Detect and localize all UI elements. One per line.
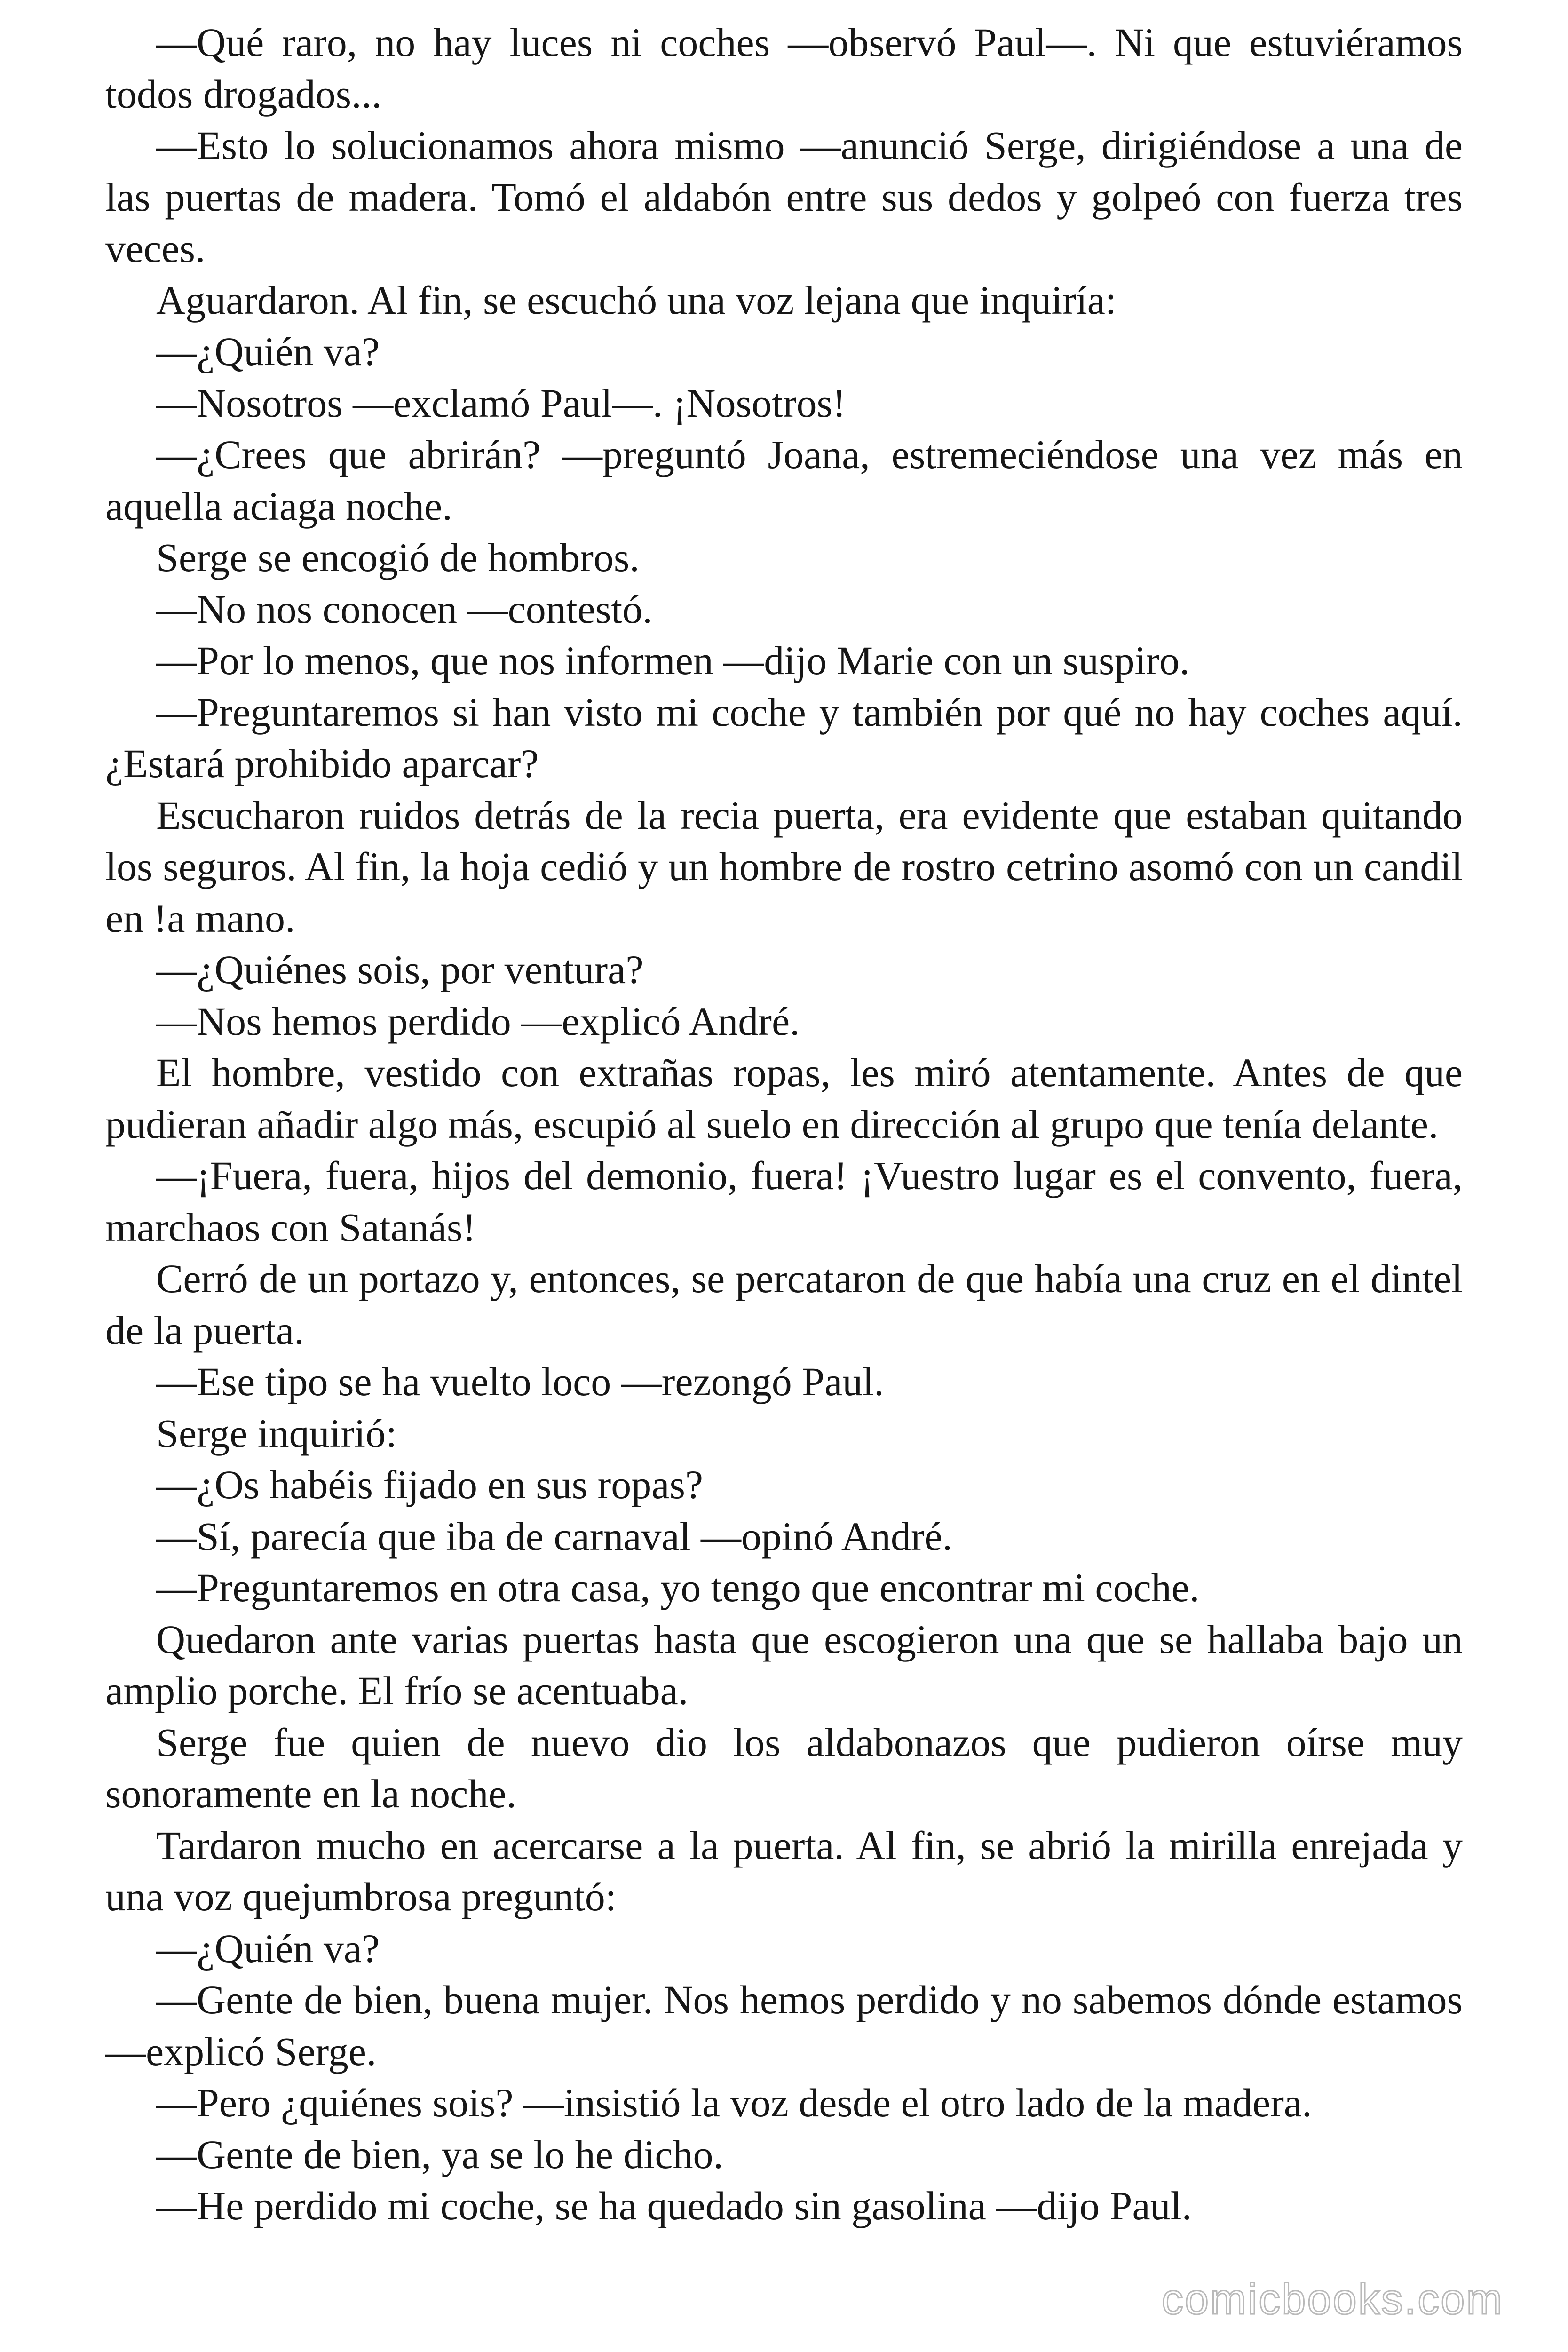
paragraph: Escucharon ruidos detrás de la recia puerta, era evidente que estaban quitando los seguros. Al fin, la hoja cedió y un hombre de rostro cetrino asomó con un candil en !a mano. <box>105 792 1463 941</box>
paragraph: El hombre, vestido con extrañas ropas, les miró atentamente. Antes de que pudieran añadir algo más, escupió al suelo en dirección al grupo que tenía delante. <box>105 1050 1463 1147</box>
watermark-text: comicbooks.com <box>1162 2275 1504 2323</box>
paragraph: —Sí, parecía que iba de carnaval —opinó André. <box>156 1513 953 1559</box>
paragraph: Serge fue quien de nuevo dio los aldabonazos que pudieron oírse muy sonoramente en la noche. <box>105 1719 1463 1816</box>
paragraph: —He perdido mi coche, se ha quedado sin gasolina —dijo Paul. <box>156 2183 1192 2228</box>
paragraph: —No nos conocen —contestó. <box>156 586 653 632</box>
book-page-text <box>105 17 1463 2232</box>
paragraph: —Nosotros —exclamó Paul—. ¡Nosotros! <box>156 380 846 426</box>
paragraph: Serge inquirió: <box>156 1410 397 1456</box>
paragraph: Cerró de un portazo y, entonces, se percataron de que había una cruz en el dintel de la puerta. <box>105 1256 1463 1353</box>
paragraph: Tardaron mucho en acercarse a la puerta. Al fin, se abrió la mirilla enrejada y una voz quejumbrosa preguntó: <box>105 1822 1463 1919</box>
paragraph: Aguardaron. Al fin, se escuchó una voz lejana que inquiría: <box>156 277 1117 323</box>
paragraph: —Gente de bien, buena mujer. Nos hemos perdido y no sabemos dónde estamos —explicó Serge. <box>105 1977 1463 2074</box>
paragraph: —¿Quién va? <box>156 1925 380 1971</box>
paragraph: —Preguntaremos si han visto mi coche y también por qué no hay coches aquí. ¿Estará prohibido aparcar? <box>105 689 1463 786</box>
paragraph: —Por lo menos, que nos informen —dijo Marie con un suspiro. <box>156 638 1190 683</box>
paragraph: —Gente de bien, ya se lo he dicho. <box>156 2131 724 2177</box>
paragraph: —¿Os habéis fijado en sus ropas? <box>156 1462 704 1507</box>
paragraph: —¿Quiénes sois, por ventura? <box>156 947 644 992</box>
paragraph: —Esto lo solucionamos ahora mismo —anunció Serge, dirigiéndose a una de las puertas de madera. Tomó el aldabón entre sus dedos y golpeó con fuerza tres veces. <box>105 123 1463 271</box>
paragraph: Serge se encogió de hombros. <box>156 535 640 580</box>
paragraph: —¿Quién va? <box>156 329 380 374</box>
paragraph: —Nos hemos perdido —explicó André. <box>156 998 800 1044</box>
paragraph: —Ese tipo se ha vuelto loco —rezongó Paul. <box>156 1359 884 1404</box>
paragraph: —Qué raro, no hay luces ni coches —observó Paul—. Ni que estuviéramos todos drogados... <box>105 20 1463 117</box>
paragraph: —Pero ¿quiénes sois? —insistió la voz desde el otro lado de la madera. <box>156 2080 1312 2125</box>
paragraph: —¡Fuera, fuera, hijos del demonio, fuera! ¡Vuestro lugar es el convento, fuera, marchaos con Satanás! <box>105 1153 1463 1250</box>
paragraph: —¿Crees que abrirán? —preguntó Joana, estremeciéndose una vez más en aquella aciaga noche. <box>105 432 1463 529</box>
paragraph: —Preguntaremos en otra casa, yo tengo que encontrar mi coche. <box>156 1565 1200 1610</box>
paragraph: Quedaron ante varias puertas hasta que escogieron una que se hallaba bajo un amplio porche. El frío se acentuaba. <box>105 1616 1463 1713</box>
